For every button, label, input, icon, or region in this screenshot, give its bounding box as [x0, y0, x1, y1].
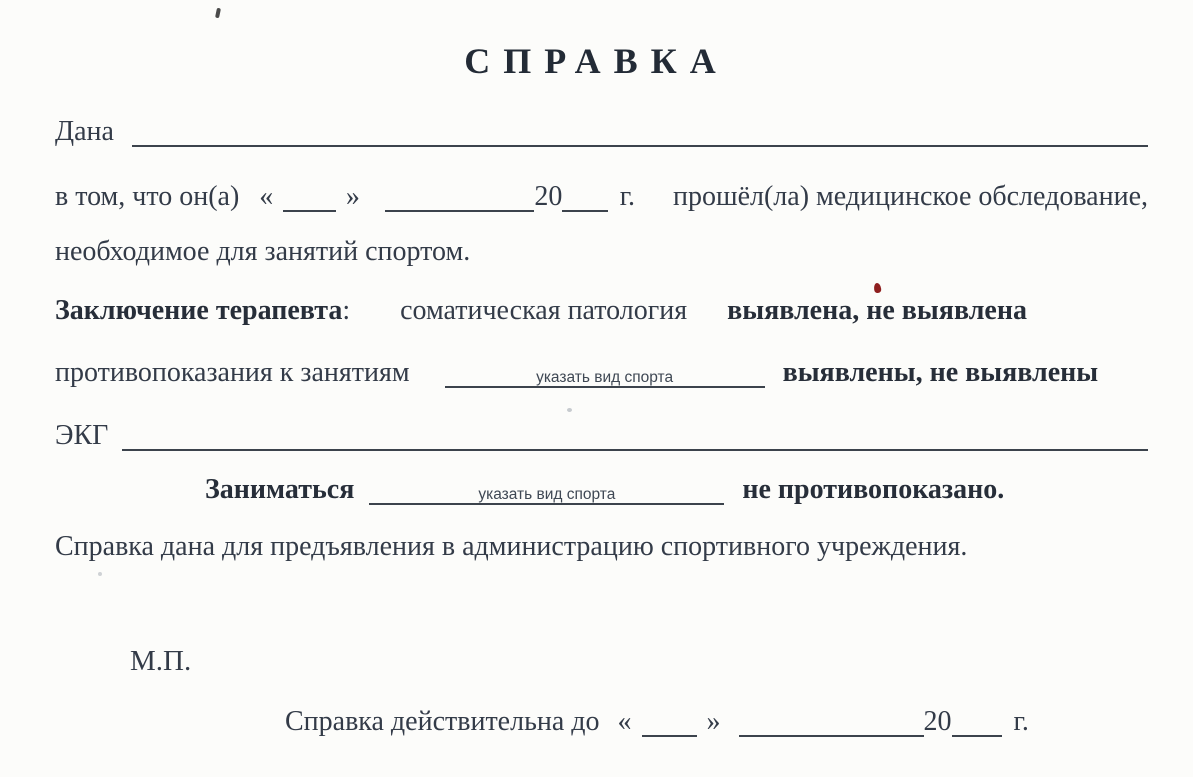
therapist-verdict-text: выявлена, не выявлена: [727, 295, 1027, 326]
therapist-subject-text: соматическая патология: [400, 295, 688, 326]
open-quote-mark: «: [259, 181, 274, 212]
given-to-blank: [132, 145, 1148, 147]
contraindications-verdict-text: выявлены, не выявлены: [782, 357, 1099, 388]
row-contraindications: [55, 357, 1148, 389]
document-title: СПРАВКА: [464, 41, 729, 81]
ecg-blank: [122, 449, 1148, 451]
valid-month-blank: [739, 735, 924, 737]
valid-year-prefix: 20: [923, 706, 952, 737]
exam-continuation-text: необходимое для занятий спортом.: [55, 236, 471, 267]
engage-sport-hint: указать вид спорта: [478, 486, 616, 503]
engage-sport-blank-wrap: [369, 474, 724, 506]
row-engage: [205, 474, 1148, 506]
therapist-label: Заключение терапевта: [55, 295, 343, 326]
ecg-label: ЭКГ: [55, 420, 109, 451]
exam-prefix-text: в том, что он(а): [55, 181, 240, 212]
row-given: [55, 116, 1148, 148]
given-label: Дана: [55, 116, 114, 147]
row-exam-date: [55, 181, 1148, 213]
exam-month-blank: [385, 210, 535, 212]
row-valid-until: [285, 706, 1148, 738]
exam-passed-text: прошёл(ла) медицинское обследование,: [673, 181, 1148, 212]
row-exam-continuation: [55, 236, 1148, 268]
row-stamp: [130, 645, 1148, 678]
scan-speck-faint: [98, 572, 102, 576]
valid-open-quote-mark: «: [617, 706, 632, 737]
close-quote-mark: »: [345, 181, 360, 212]
row-therapist-conclusion: [55, 295, 1148, 327]
sport-kind-blank-wrap: [445, 357, 765, 389]
contraindications-label: противопоказания к занятиям: [55, 357, 410, 388]
therapist-colon: :: [342, 295, 351, 326]
scan-speck-red: [873, 283, 881, 294]
exam-year-prefix: 20: [534, 181, 563, 212]
stamp-place-label: М.П.: [130, 645, 192, 677]
exam-day-blank: [283, 210, 336, 212]
valid-year-suffix: г.: [1013, 706, 1029, 737]
exam-year-suffix: г.: [619, 181, 636, 212]
engage-verdict-text: не противопоказано.: [742, 474, 1005, 505]
purpose-text: Справка дана для предъявления в администрацию спортивного учреждения.: [55, 531, 968, 562]
valid-year-blank: [952, 735, 1002, 737]
valid-close-quote-mark: »: [706, 706, 721, 737]
valid-prefix-text: Справка действительна до: [285, 706, 600, 737]
valid-day-blank: [642, 735, 697, 737]
engage-label: Заниматься: [205, 474, 355, 505]
row-purpose: [55, 531, 1148, 563]
sport-kind-hint: указать вид спорта: [536, 369, 674, 386]
scan-speck-dark: [215, 8, 221, 19]
exam-year-blank: [562, 210, 607, 212]
row-ecg: [55, 420, 1148, 452]
scan-speck-faint: [567, 408, 572, 412]
